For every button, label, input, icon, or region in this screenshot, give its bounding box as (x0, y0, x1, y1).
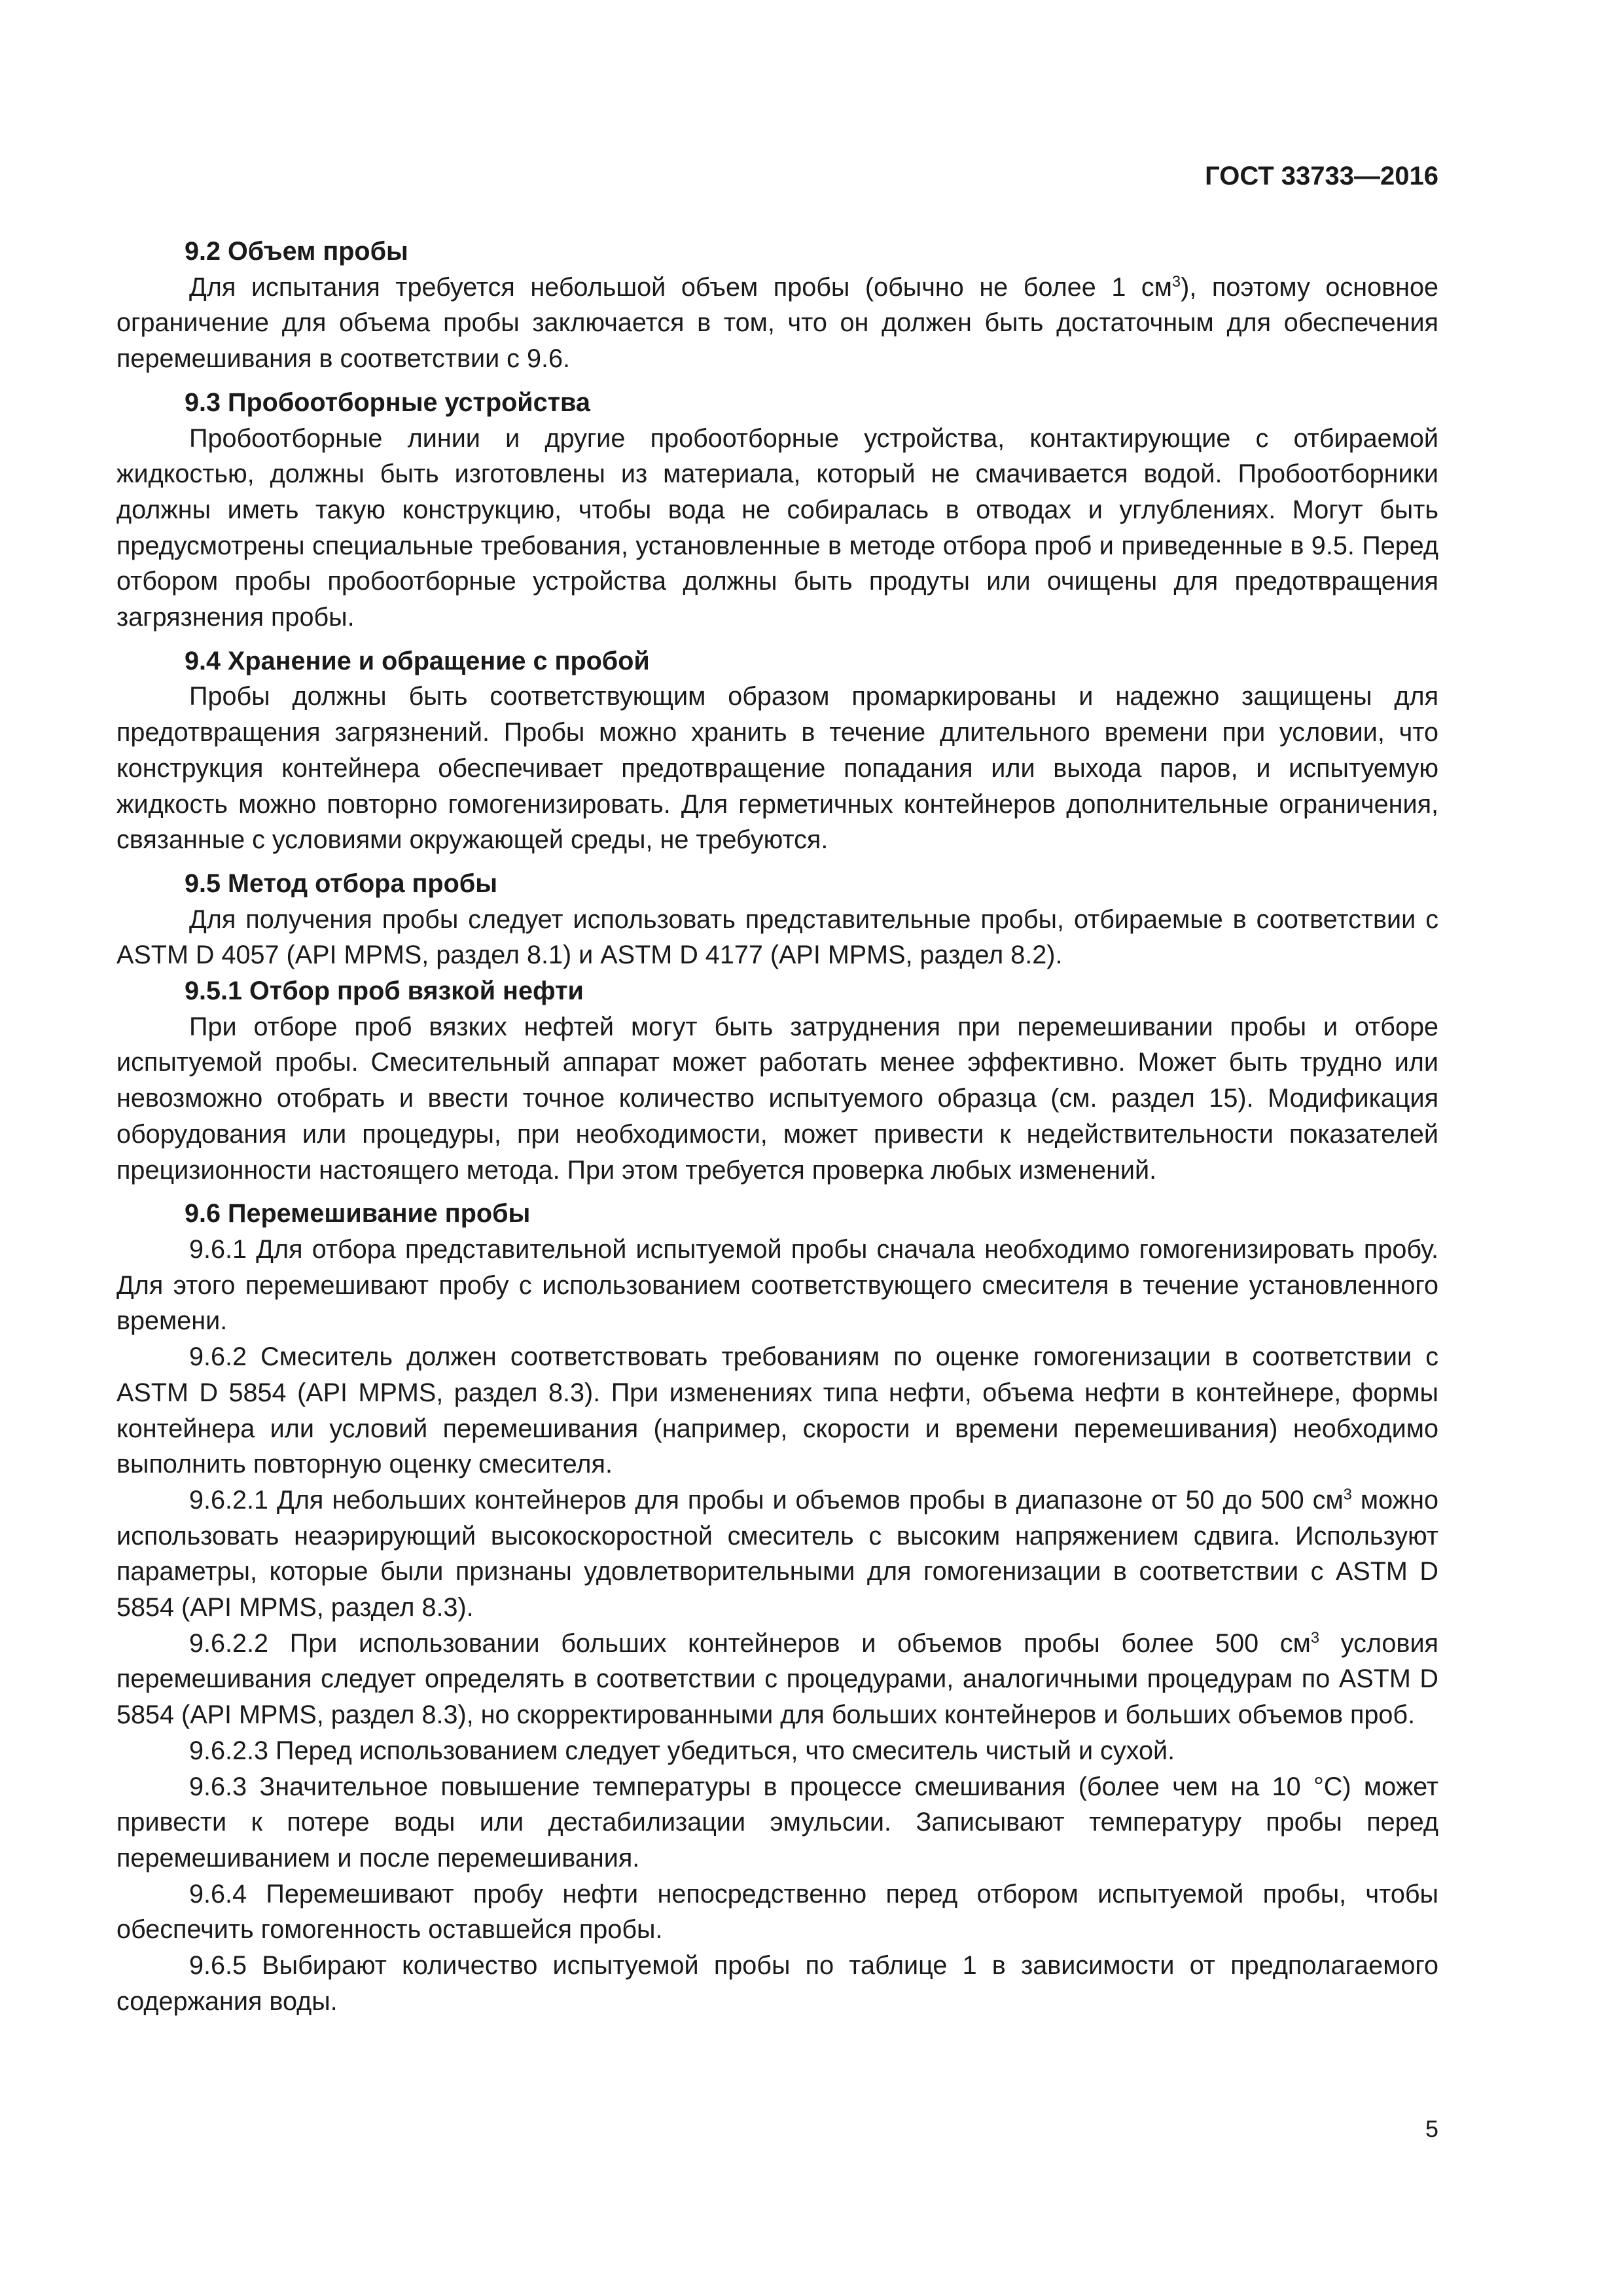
document-body (116, 234, 1438, 2019)
paragraph-9-4: Пробы должны быть соответствующим образом промаркированы и надежно защищены для предотвращения загрязнений. Пробы можно хранить в течение длительного времени при условии, что конструкция контейнера обеспечивает предотвращение попадания или выхода паров, и испытуемую жидкость можно повторно гомогенизировать. Для герметичных контейнеров дополнительные ограничения, связанные с условиями окружающей среды, не требуются. (116, 682, 1438, 855)
paragraph-9-3: Пробоотборные линии и другие пробоотборные устройства, контактирующие с отбираемой жидкостью, должны быть изготовлены из материала, который не смачивается водой. Пробоотборники должны иметь такую конструкцию, чтобы вода не собиралась в отводах и углублениях. Могут быть предусмотрены специальные требования, установленные в методе отбора проб и приведенные в 9.5. Перед отбором пробы пробоотборные устройства должны быть продуты или очищены для предотвращения загрязнения пробы. (116, 423, 1438, 632)
paragraph-9-5: Для получения пробы следует использовать представительные пробы, отбираемые в соответствии с ASTM D 4057 (API MPMS, раздел 8.1) и ASTM D 4177 (API MPMS, раздел 8.2). (116, 905, 1438, 970)
paragraph-9-6-1: 9.6.1 Для отбора представительной испытуемой пробы сначала необходимо гомогенизировать пробу. Для этого перемешивают пробу с использованием соответствующего смесителя в течение установленного времени. (116, 1234, 1438, 1336)
section-heading-9-2: 9.2 Объем пробы (185, 237, 408, 266)
document-code-header: ГОСТ 33733—2016 (1205, 162, 1438, 190)
paragraph-9-2: Для испытания требуется небольшой объем пробы (обычно не более 1 $см^3$), поэтому основное ограничение для объема пробы заключается в том, что он должен быть достаточным для обеспечения перемешивания в соответствии с 9.6. (116, 272, 1438, 374)
page-number: 5 (1425, 2115, 1438, 2142)
paragraph-9-6-2-1: 9.6.2.1 Для небольших контейнеров для пробы и объемов пробы в диапазоне от 50 до 500 $см^3$ можно использовать неаэрирующий высокоскоростной смеситель с высоким напряжением сдвига. Используют параметры, которые были признаны удовлетворительными для гомогенизации в соответствии с ASTM D 5854 (API MPMS, раздел 8.3). (116, 1485, 1438, 1623)
section-heading-9-5-1: 9.5.1 Отбор проб вязкой нефти (185, 977, 584, 1006)
section-heading-9-6: 9.6 Перемешивание пробы (185, 1199, 531, 1229)
paragraph-9-6-2-2: 9.6.2.2 При использовании больших контейнеров и объемов пробы более 500 $см^3$ условия перемешивания следует определять в соответствии с процедурами, аналогичными процедурам по ASTM D 5854 (API MPMS, раздел 8.3), но скорректированными для больших контейнеров и больших объемов проб. (116, 1628, 1438, 1730)
paragraph-9-6-5: 9.6.5 Выбирают количество испытуемой пробы по таблице 1 в зависимости от предполагаемого содержания воды. (116, 1951, 1438, 2016)
section-heading-9-5: 9.5 Метод отбора пробы (185, 869, 497, 898)
paragraph-9-6-3: 9.6.3 Значительное повышение температуры в процессе смешивания (более чем на 10 °С) может привести к потере воды или дестабилизации эмульсии. Записывают температуру пробы перед перемешиванием и после перемешивания. (116, 1772, 1438, 1873)
paragraph-9-6-4: 9.6.4 Перемешивают пробу нефти непосредственно перед отбором испытуемой пробы, чтобы обеспечить гомогенность оставшейся пробы. (116, 1879, 1438, 1945)
section-heading-9-3: 9.3 Пробоотборные устройства (185, 387, 590, 417)
section-heading-9-4: 9.4 Хранение и обращение с пробой (185, 646, 650, 675)
paragraph-9-5-1: При отборе проб вязких нефтей могут быть затруднения при перемешивании пробы и отборе испытуемой пробы. Смесительный аппарат может работать менее эффективно. Может быть трудно или невозможно отобрать и ввести точное количество испытуемого образца (см. раздел 15). Модификация оборудования или процедуры, при необходимости, может привести к недействительности показателей прецизионности настоящего метода. При этом требуется проверка любых изменений. (116, 1012, 1438, 1185)
paragraph-9-6-2: 9.6.2 Смеситель должен соответствовать требованиям по оценке гомогенизации в соответствии с ASTM D 5854 (API MPMS, раздел 8.3). При изменениях типа нефти, объема нефти в контейнере, формы контейнера или условий перемешивания (например, скорости и времени перемешивания) необходимо выполнить повторную оценку смесителя. (116, 1342, 1438, 1479)
paragraph-9-6-2-3: 9.6.2.3 Перед использованием следует убедиться, что смеситель чистый и сухой. (189, 1736, 1175, 1765)
